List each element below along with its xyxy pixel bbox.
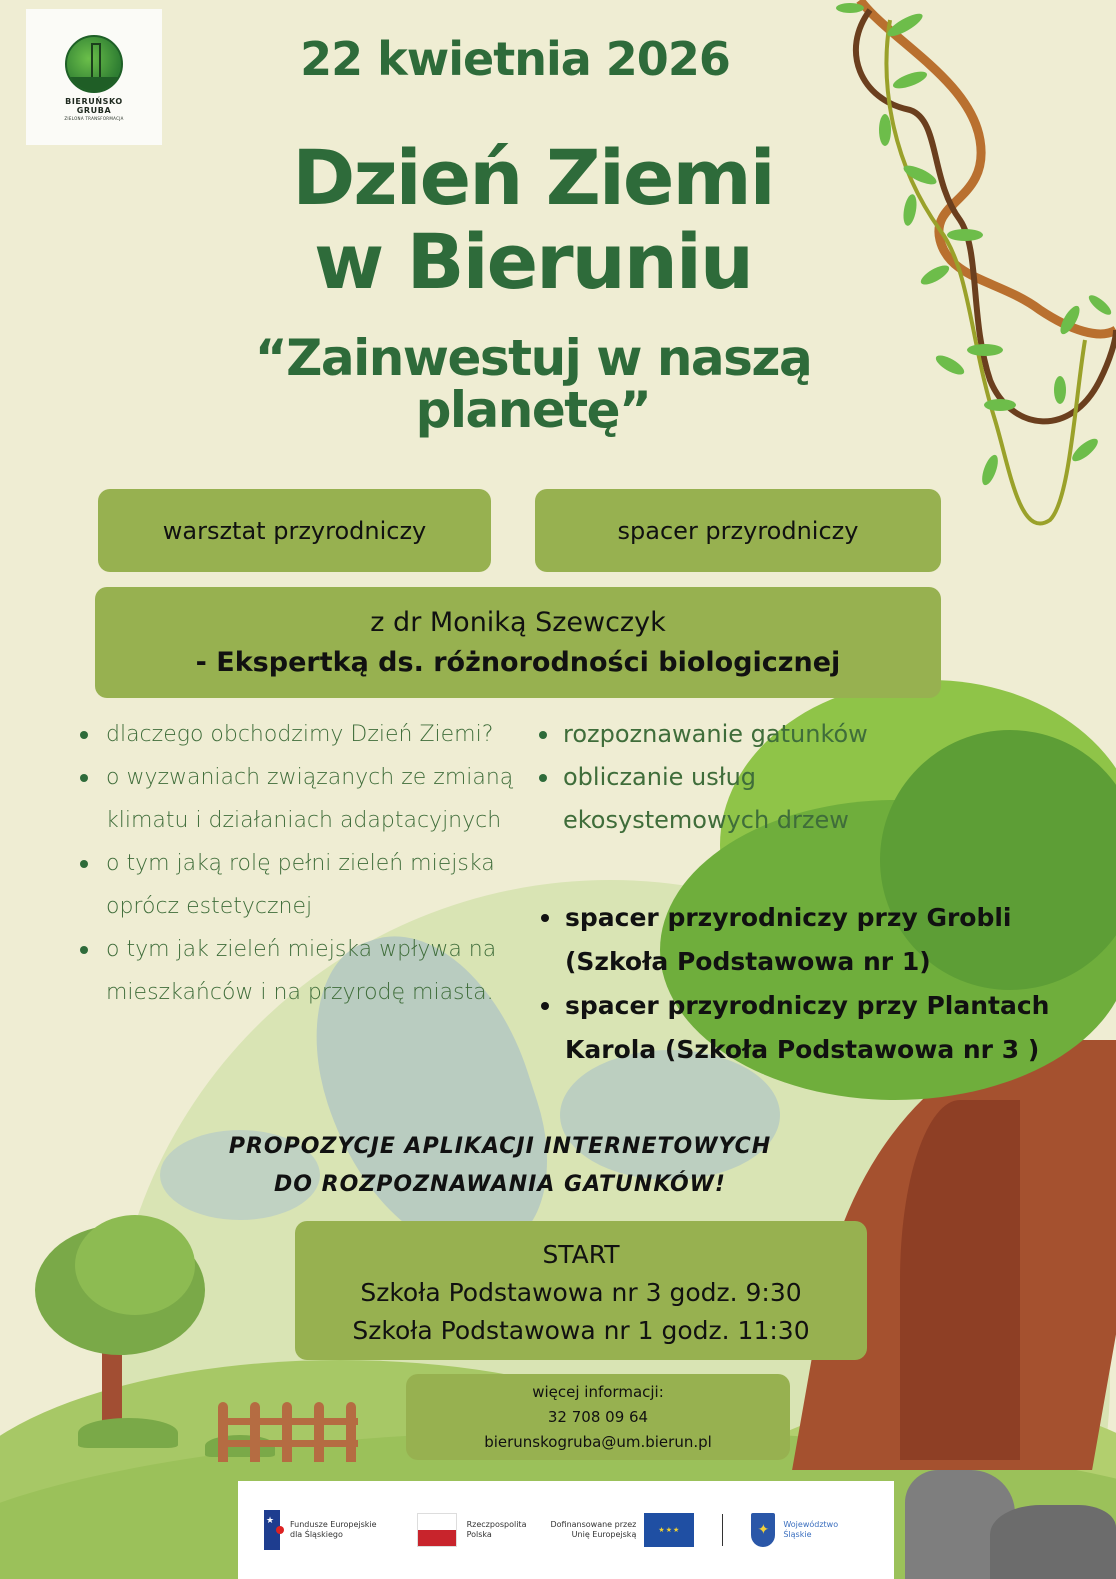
- apps-note: PROPOZYCJE APLIKACJI INTERNETOWYCH DO ROZPOZNAWANIA GATUNKÓW!: [228, 1134, 772, 1197]
- expert-title: - Ekspertką ds. różnorodności biologicznej: [195, 646, 841, 678]
- list-item: o tym jak zieleń miejska wpływa na mieszkańców i na przyrodę miasta.: [76, 928, 516, 1014]
- start-heading: START: [542, 1239, 620, 1269]
- start-item: Szkoła Podstawowa nr 3 godz. 9:30: [360, 1277, 802, 1307]
- list-item: o wyzwaniach związanych ze zmianą klimatu i działaniach adaptacyjnych: [76, 756, 516, 842]
- walk-topics-list: [535, 713, 955, 842]
- eu-flag-icon: ★★★: [644, 1513, 694, 1547]
- start-box: [295, 1221, 867, 1360]
- tag-walk: spacer przyrodniczy: [535, 489, 941, 572]
- expert-box: [95, 587, 941, 698]
- logo-tagline: ZIELONA TRANSFORMACJA: [64, 116, 124, 121]
- logo-name: BIERUŃSKO GRUBA: [65, 97, 123, 115]
- sponsor-bar: [238, 1481, 894, 1579]
- tag-workshop: warsztat przyrodniczy: [98, 489, 491, 572]
- list-item: dlaczego obchodzimy Dzień Ziemi?: [76, 713, 516, 756]
- fundusze-europejskie-icon: [264, 1510, 280, 1550]
- start-item: Szkoła Podstawowa nr 1 godz. 11:30: [352, 1315, 810, 1345]
- sponsor-fundusze-europejskie: ★ Fundusze Europejskie dla Śląskiego: [264, 1510, 377, 1550]
- list-item: spacer przyrodniczy przy Grobli (Szkoła Podstawowa nr 1): [537, 896, 1097, 984]
- sponsor-eu: Dofinansowane przez Unię Europejską ★★★: [526, 1513, 694, 1547]
- event-title: Dzień Ziemi w Bieruniu: [292, 133, 774, 306]
- divider: [722, 1514, 723, 1546]
- sponsor-wojewodztwo: ✦ Województwo Śląskie: [751, 1513, 838, 1547]
- polish-flag-icon: [417, 1513, 457, 1547]
- contact-label: więcej informacji:: [532, 1382, 664, 1401]
- contact-box: [406, 1374, 790, 1460]
- list-item: rozpoznawanie gatunków: [535, 713, 955, 756]
- bush-illustration: [78, 1418, 178, 1448]
- event-date: 22 kwietnia 2026: [300, 32, 730, 86]
- big-tree-trunk-shade: [900, 1100, 1020, 1460]
- workshop-topics-list: [76, 713, 516, 1014]
- fence-illustration: [218, 1402, 358, 1464]
- contact-email[interactable]: bierunskogruba@um.bierun.pl: [484, 1432, 712, 1451]
- list-item: o tym jaką rolę pełni zieleń miejska oprócz estetycznej: [76, 842, 516, 928]
- small-tree-canopy: [75, 1215, 195, 1315]
- event-slogan: “Zainwestuj w naszą planetę”: [254, 329, 812, 439]
- rock-illustration: [990, 1505, 1116, 1579]
- list-item: obliczanie usług ekosystemowych drzew: [535, 756, 955, 842]
- contact-phone[interactable]: 32 708 09 64: [547, 1407, 649, 1426]
- sponsor-rzeczpospolita: Rzeczpospolita Polska: [377, 1513, 527, 1547]
- silesia-eagle-icon: ✦: [751, 1513, 775, 1547]
- expert-name: z dr Moniką Szewczyk: [370, 606, 666, 638]
- walks-list: [537, 896, 1097, 1072]
- list-item: spacer przyrodniczy przy Plantach Karola (Szkoła Podstawowa nr 3 ): [537, 984, 1097, 1072]
